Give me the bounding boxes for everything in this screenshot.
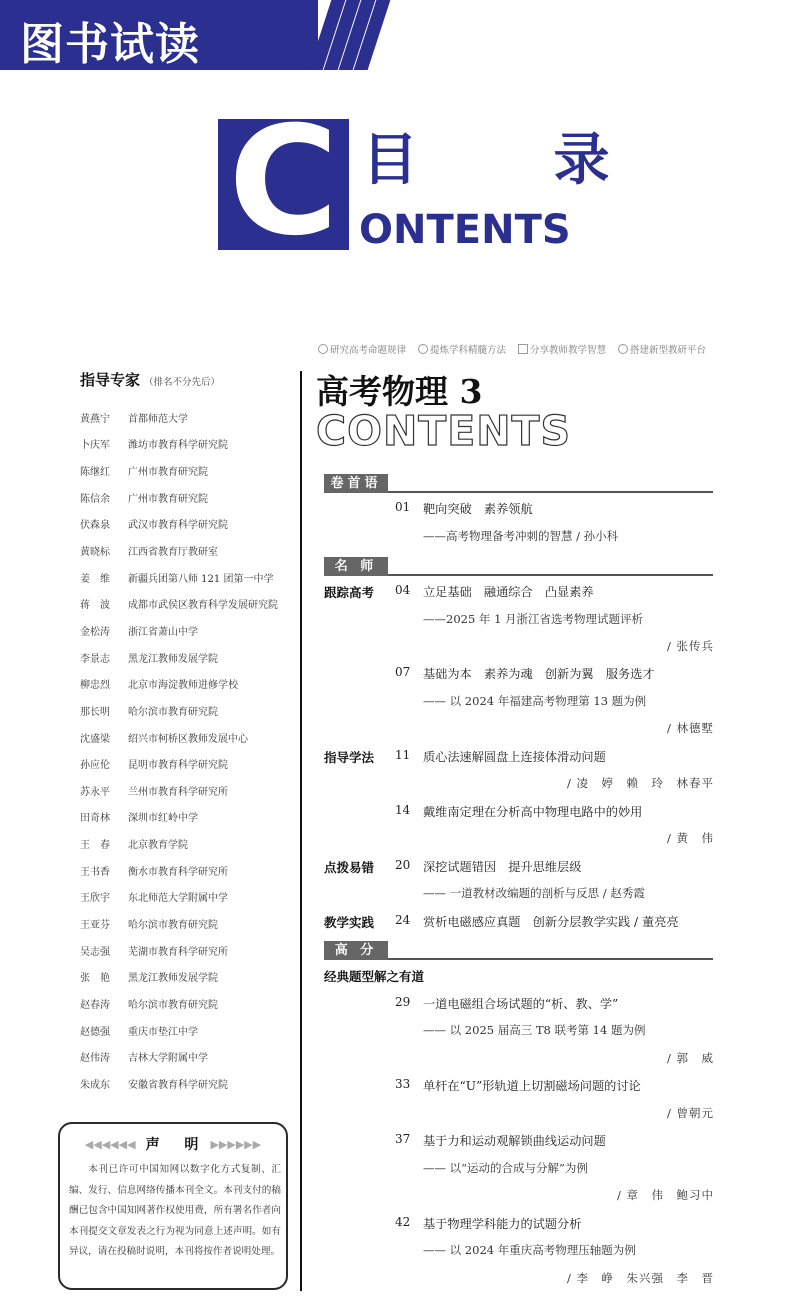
expert-org: 哈尔滨市教育研究院 xyxy=(128,919,218,931)
banner-bar xyxy=(0,0,318,70)
expert-name: 王书香 xyxy=(80,866,110,878)
logo-mulu: 目 录 xyxy=(362,128,668,193)
expert-org: 北京教育学院 xyxy=(128,840,188,852)
expert-org: 广州市教育研究院 xyxy=(128,493,208,505)
expert-row xyxy=(80,431,300,458)
expert-org: 哈尔滨市教育研究院 xyxy=(128,999,218,1011)
magazine-title: 高考物理 3 xyxy=(316,372,483,411)
toc-author: / 林德墅 xyxy=(666,721,714,735)
toc-page: 04 xyxy=(395,583,411,597)
toc-page: 24 xyxy=(395,913,411,927)
expert-row xyxy=(80,937,300,964)
expert-name: 那长明 xyxy=(80,706,110,718)
section-rule xyxy=(388,958,713,960)
experts-heading: 指导专家 （排名不分先后） xyxy=(80,371,221,389)
expert-row xyxy=(80,963,300,990)
expert-org: 昆明市教育科学研究院 xyxy=(128,760,228,772)
notice-box xyxy=(58,1122,288,1290)
expert-org: 衡水市教育科学研究所 xyxy=(128,866,228,878)
logo-c-letter: C xyxy=(228,95,339,269)
toc-page: 33 xyxy=(395,1077,411,1091)
toc-entry[interactable] xyxy=(324,913,714,940)
tools-icon xyxy=(418,344,428,354)
expert-name: 王 春 xyxy=(80,840,110,852)
notice-title: 声 明 xyxy=(145,1137,209,1153)
document-icon xyxy=(518,344,528,354)
expert-row xyxy=(80,617,300,644)
expert-name: 赵伟涛 xyxy=(80,1053,110,1065)
expert-name: 苏永平 xyxy=(80,786,110,798)
expert-org: 吉林大学附属中学 xyxy=(128,1053,208,1065)
toc-page: 42 xyxy=(395,1215,411,1229)
expert-row xyxy=(80,511,300,538)
magnifier-icon xyxy=(318,344,328,354)
toc-title: 立足基础 融通综合 凸显素养 xyxy=(423,585,594,599)
expert-org: 广州市教育研究院 xyxy=(128,467,208,479)
toc-subtitle: —— 以 2024 年重庆高考物理压轴题为例 xyxy=(423,1243,636,1257)
expert-row xyxy=(80,484,300,511)
expert-name: 朱成东 xyxy=(80,1079,110,1091)
expert-name: 黄燕宁 xyxy=(80,413,110,425)
expert-row xyxy=(80,457,300,484)
expert-row xyxy=(80,857,300,884)
toc-page: 07 xyxy=(395,665,411,679)
expert-row xyxy=(80,990,300,1017)
toc-title: 基于力和运动观解锁曲线运动问题 xyxy=(423,1134,606,1148)
toc-title: 深挖试题错因 提升思维层级 xyxy=(423,860,582,874)
expert-name: 王欣宇 xyxy=(80,893,110,905)
expert-name: 李景志 xyxy=(80,653,110,665)
toc-title: 基础为本 素养为魂 创新为翼 服务选才 xyxy=(423,667,655,681)
toc-entry[interactable] xyxy=(324,1077,714,1104)
expert-org: 东北师范大学附属中学 xyxy=(128,893,228,905)
expert-org: 成都市武侯区教育科学发展研究院 xyxy=(128,600,278,612)
toc-author: / 曾朝元 xyxy=(666,1106,714,1120)
tagline: 研究高考命题规律 xyxy=(318,342,406,356)
expert-name: 沈盛梁 xyxy=(80,733,110,745)
expert-row xyxy=(80,1043,300,1070)
expert-row xyxy=(80,750,300,777)
expert-row xyxy=(80,884,300,911)
expert-org: 新疆兵团第八师 121 团第一中学 xyxy=(128,573,274,585)
expert-name: 吴志强 xyxy=(80,946,110,958)
section-label: 名 师 xyxy=(324,557,388,576)
toc-title: 戴维南定理在分析高中物理电路中的妙用 xyxy=(423,805,643,819)
toc-entry[interactable] xyxy=(324,583,714,610)
expert-row xyxy=(80,777,300,804)
section-label: 卷首语 xyxy=(324,474,388,493)
expert-name: 金松涛 xyxy=(80,626,110,638)
expert-name: 卜庆军 xyxy=(80,440,110,452)
toc-page: 20 xyxy=(395,858,411,872)
toc-title: 一道电磁组合场试题的“析、教、学” xyxy=(423,997,619,1011)
expert-name: 伏森泉 xyxy=(80,520,110,532)
expert-row xyxy=(80,537,300,564)
experts-note: （排名不分先后） xyxy=(144,377,221,388)
expert-name: 黄晓标 xyxy=(80,547,110,559)
toc-entry[interactable] xyxy=(324,748,714,775)
expert-name: 赵德强 xyxy=(80,1026,110,1038)
expert-org: 武汉市教育科学研究院 xyxy=(128,520,228,532)
expert-row xyxy=(80,724,300,751)
toc-subtitle: ——2025 年 1 月浙江省选考物理试题评析 xyxy=(423,612,644,626)
toc-column: 跟踪高考 xyxy=(324,585,375,600)
toc-page: 37 xyxy=(395,1132,411,1146)
expert-org: 芜湖市教育科学研究所 xyxy=(128,946,228,958)
toc-subtitle: ——高考物理备考冲刺的智慧 / 孙小科 xyxy=(423,529,619,543)
toc-column: 点拨易错 xyxy=(324,860,375,875)
tagline-row xyxy=(318,342,718,356)
toc-title: 赏析电磁感应真题 创新分层教学实践 / 董亮亮 xyxy=(423,915,679,929)
expert-row xyxy=(80,590,300,617)
gear-icon xyxy=(618,344,628,354)
left-arrows-icon: ◀◀◀◀◀◀ xyxy=(84,1137,136,1151)
notice-header xyxy=(68,1134,278,1154)
expert-row xyxy=(80,564,300,591)
expert-org: 北京市海淀教师进修学校 xyxy=(128,680,238,692)
expert-row xyxy=(80,910,300,937)
toc-author: / 李 峥 朱兴强 李 晋 xyxy=(566,1271,714,1285)
toc-page: 11 xyxy=(395,748,411,762)
toc-entry[interactable] xyxy=(324,500,714,527)
expert-name: 孙应伦 xyxy=(80,760,110,772)
toc-title: 单杆在“U”形轨道上切割磁场问题的讨论 xyxy=(423,1079,641,1093)
toc-entry[interactable] xyxy=(324,665,714,692)
expert-row xyxy=(80,404,300,431)
toc-author: / 章 伟 鲍习中 xyxy=(616,1188,714,1202)
notice-body: 本刊已许可中国知网以数字化方式复制、汇编、发行、信息网络传播本刊全文。本刊支付的稿酬已包含中国知网著作权使用费，所有署名作者向本刊提交文章发表之行为视为同意上述声明。如有异议，请在投稿时说明，本刊将按作者说明处理。 xyxy=(69,1164,281,1257)
expert-org: 浙江省萧山中学 xyxy=(128,626,198,638)
toc-subtitle: —— 以 2024 年福建高考物理第 13 题为例 xyxy=(423,694,647,708)
toc-entry[interactable] xyxy=(324,995,714,1022)
contents-logo-block xyxy=(218,95,349,269)
section-rule xyxy=(388,574,713,576)
expert-org: 江西省教育厅教研室 xyxy=(128,547,218,559)
toc-entry[interactable] xyxy=(324,803,714,830)
right-arrows-icon: ▶▶▶▶▶▶ xyxy=(210,1137,262,1151)
expert-org: 哈尔滨市教育研究院 xyxy=(128,706,218,718)
expert-row xyxy=(80,804,300,831)
toc-author: / 张传兵 xyxy=(666,639,714,653)
contents-outline-word: CONTENTS xyxy=(316,407,572,455)
toc-title: 靶向突破 素养领航 xyxy=(423,502,533,516)
expert-row xyxy=(80,1070,300,1097)
experts-list xyxy=(80,404,300,1097)
expert-name: 姜 维 xyxy=(80,573,110,585)
expert-row xyxy=(80,830,300,857)
expert-name: 王亚芬 xyxy=(80,919,110,931)
expert-org: 绍兴市柯桥区教师发展中心 xyxy=(128,733,248,745)
toc-title: 基于物理学科能力的试题分析 xyxy=(423,1217,582,1231)
toc-author: / 黄 伟 xyxy=(666,831,714,845)
expert-org: 潍坊市教育科学研究院 xyxy=(128,440,228,452)
expert-org: 重庆市垫江中学 xyxy=(128,1026,198,1038)
expert-name: 陈继红 xyxy=(80,467,110,479)
toc-column: 指导学法 xyxy=(324,750,375,765)
expert-org: 深圳市红岭中学 xyxy=(128,813,198,825)
toc-category: 经典题型解之有道 xyxy=(324,969,425,984)
tagline: 分享教师教学智慧 xyxy=(518,342,606,356)
expert-name: 赵春涛 xyxy=(80,999,110,1011)
expert-row xyxy=(80,644,300,671)
expert-name: 田奇林 xyxy=(80,813,110,825)
expert-row xyxy=(80,670,300,697)
toc-page: 01 xyxy=(395,500,411,514)
expert-row xyxy=(80,697,300,724)
header-banner xyxy=(0,0,800,70)
expert-org: 安徽省教育科学研究院 xyxy=(128,1079,228,1091)
toc-entry[interactable] xyxy=(324,1215,714,1242)
toc-author: / 郭 威 xyxy=(666,1051,714,1065)
column-divider xyxy=(300,371,302,1291)
toc-author: / 凌 婷 赖 玲 林春平 xyxy=(566,776,714,790)
tagline: 搭建新型教研平台 xyxy=(618,342,706,356)
toc-subtitle: —— 一道教材改编题的剖析与反思 / 赵秀霞 xyxy=(423,886,645,900)
section-label: 高 分 xyxy=(324,941,388,960)
toc-subtitle: —— 以“运动的合成与分解”为例 xyxy=(423,1161,588,1175)
expert-org: 兰州市教育科学研究所 xyxy=(128,786,228,798)
logo-ontents: ONTENTS xyxy=(359,207,571,253)
tagline: 提炼学科精髓方法 xyxy=(418,342,506,356)
expert-name: 张 艳 xyxy=(80,973,110,985)
expert-name: 蒋 波 xyxy=(80,600,110,612)
toc-subtitle: —— 以 2025 届高三 T8 联考第 14 题为例 xyxy=(423,1023,646,1037)
toc-page: 29 xyxy=(395,995,411,1009)
expert-name: 柳忠烈 xyxy=(80,680,110,692)
toc-title: 质心法速解圆盘上连接体滑动问题 xyxy=(423,750,606,764)
banner-title: 图书试读 xyxy=(20,19,200,70)
expert-name: 陈信余 xyxy=(80,493,110,505)
expert-org: 黑龙江教师发展学院 xyxy=(128,653,218,665)
toc-page: 14 xyxy=(395,803,411,817)
section-rule xyxy=(388,491,713,493)
toc-entry[interactable] xyxy=(324,858,714,885)
toc-entry[interactable] xyxy=(324,1132,714,1159)
expert-org: 首都师范大学 xyxy=(128,413,188,425)
expert-row xyxy=(80,1017,300,1044)
expert-org: 黑龙江教师发展学院 xyxy=(128,973,218,985)
toc-column: 教学实践 xyxy=(324,915,375,930)
